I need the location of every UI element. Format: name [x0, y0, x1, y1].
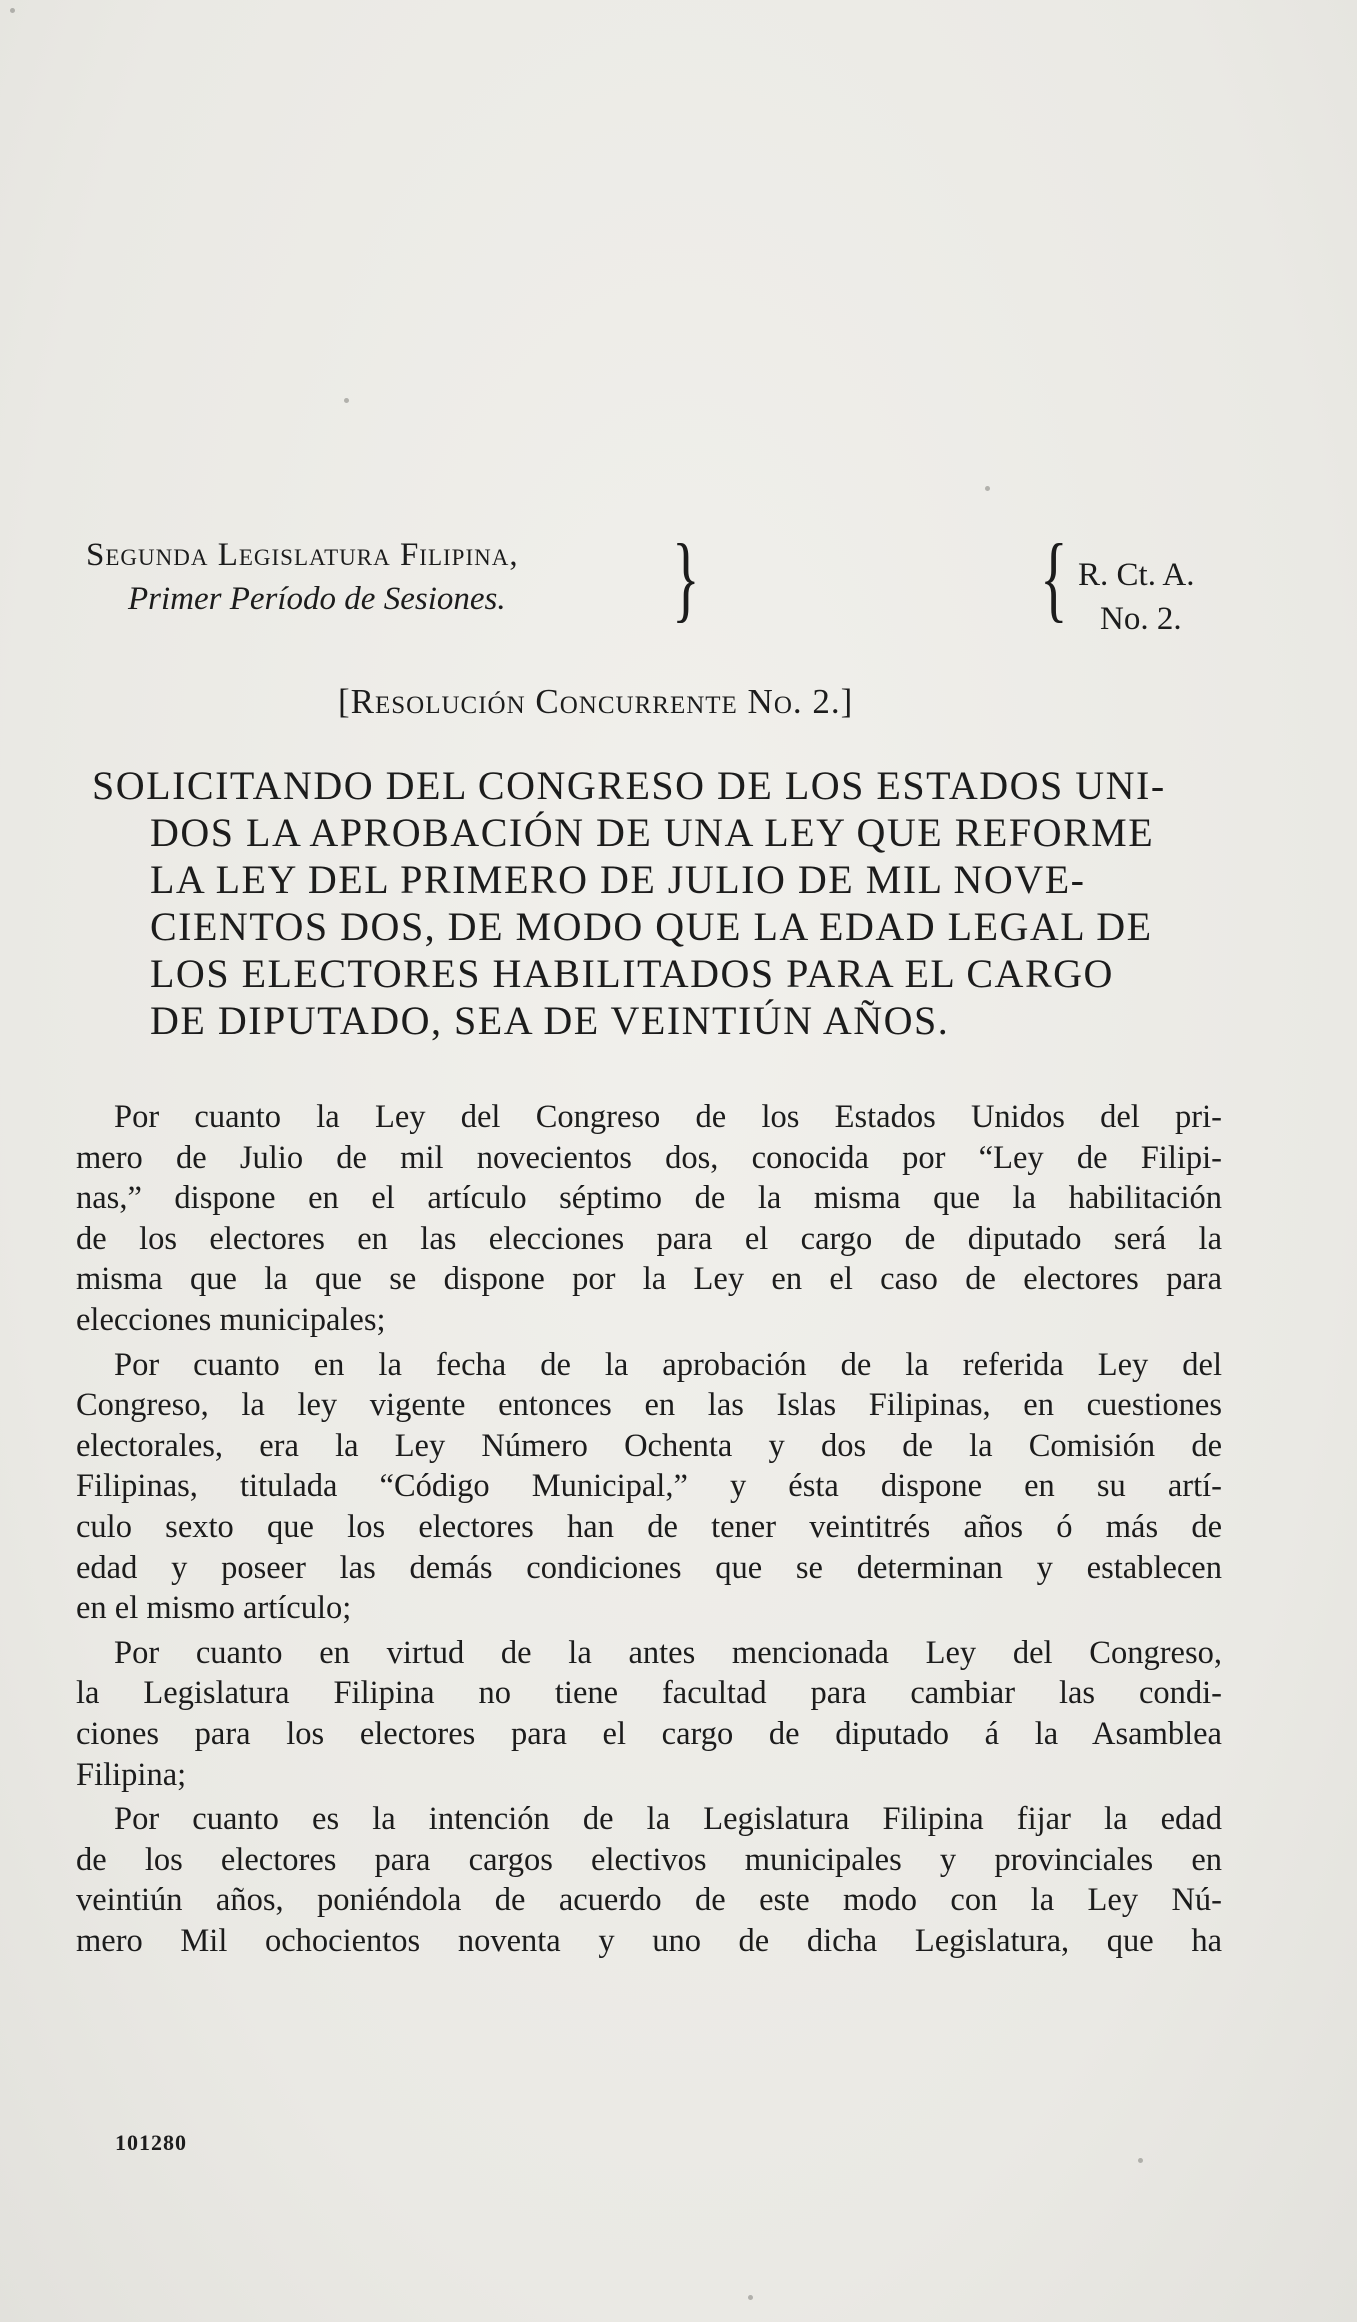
reference-code: R. Ct. A. — [1078, 557, 1195, 593]
text-line: nas,” dispone en el artículo séptimo de la misma que la habilitación — [76, 1180, 1222, 1217]
text-line: de los electores en las elecciones para el cargo de diputado será la — [76, 1220, 1222, 1257]
text-line: veintiún años, poniéndola de acuerdo de este modo con la Ley Nú- — [76, 1882, 1222, 1919]
text-line: Filipinas, titulada “Código Municipal,” y ésta dispone en su artí- — [76, 1468, 1222, 1505]
heading-line: SOLICITANDO DEL CONGRESO DE LOS ESTADOS UNI- — [92, 763, 1166, 808]
text-line: Por cuanto la Ley del Congreso de los Estados Unidos del pri- — [114, 1099, 1222, 1135]
text-line: Congreso, la ley vigente entonces en las Islas Filipinas, en cuestiones — [76, 1387, 1222, 1424]
closing-brace: } — [672, 524, 700, 631]
text-line: Filipina; — [76, 1756, 187, 1793]
page-signature-code: 101280 — [115, 2130, 187, 2155]
text-line: edad y poseer las demás condiciones que se determinan y establecen — [76, 1549, 1222, 1586]
text-line: de los electores para cargos electivos municipales y provinciales en — [76, 1841, 1222, 1878]
whereas-paragraph — [76, 1345, 1222, 1629]
text-line: elecciones municipales; — [76, 1301, 386, 1338]
session-period: Primer Período de Sesiones. — [128, 581, 506, 617]
print-speck — [10, 8, 15, 13]
text-line: Por cuanto es la intención de la Legislatura Filipina fijar la edad — [114, 1801, 1222, 1838]
heading-line: CIENTOS DOS, DE MODO QUE LA EDAD LEGAL DE — [150, 904, 1153, 949]
text-line: culo sexto que los electores han de tener veintitrés años ó más de — [76, 1508, 1222, 1545]
whereas-paragraph — [76, 1799, 1222, 1961]
text-line: mero de Julio de mil novecientos dos, conocida por “Ley de Filipi- — [76, 1139, 1222, 1176]
legislature-name: Segunda Legislatura Filipina, — [86, 537, 519, 573]
opening-brace: { — [1040, 524, 1068, 631]
reference-number: No. 2. — [1100, 601, 1182, 637]
print-speck — [748, 2295, 753, 2300]
print-speck — [344, 398, 349, 403]
resolution-body — [76, 1097, 1222, 1965]
text-line: en el mismo artículo; — [76, 1590, 352, 1627]
text-line: misma que la que se dispone por la Ley en el caso de electores para — [76, 1261, 1222, 1298]
resolution-label: [Resolución Concurrente No. 2.] — [338, 682, 854, 721]
heading-line: LOS ELECTORES HABILITADOS PARA EL CARGO — [150, 951, 1114, 996]
text-line: mero Mil ochocientos noventa y uno de dicha Legislatura, que ha — [76, 1922, 1222, 1959]
text-line: electorales, era la Ley Número Ochenta y dos de la Comisión de — [76, 1427, 1222, 1464]
legislature-header — [86, 524, 706, 631]
text-line: la Legislatura Filipina no tiene facultad para cambiar las condi- — [76, 1675, 1222, 1712]
print-speck — [985, 486, 990, 491]
resolution-heading — [92, 762, 1242, 1044]
heading-line: DE DIPUTADO, SEA DE VEINTIÚN AÑOS. — [150, 998, 950, 1043]
whereas-paragraph — [76, 1097, 1222, 1341]
text-line: Por cuanto en la fecha de la aprobación de la referida Ley del — [114, 1346, 1222, 1383]
text-line: ciones para los electores para el cargo de diputado á la Asamblea — [76, 1715, 1222, 1752]
resolution-reference — [1078, 553, 1194, 641]
heading-line: DOS LA APROBACIÓN DE UNA LEY QUE REFORME — [150, 810, 1155, 855]
text-line: Por cuanto en virtud de la antes mencionada Ley del Congreso, — [114, 1634, 1222, 1671]
whereas-paragraph — [76, 1633, 1222, 1795]
print-speck — [1138, 2158, 1143, 2163]
heading-line: LA LEY DEL PRIMERO DE JULIO DE MIL NOVE- — [150, 857, 1086, 902]
